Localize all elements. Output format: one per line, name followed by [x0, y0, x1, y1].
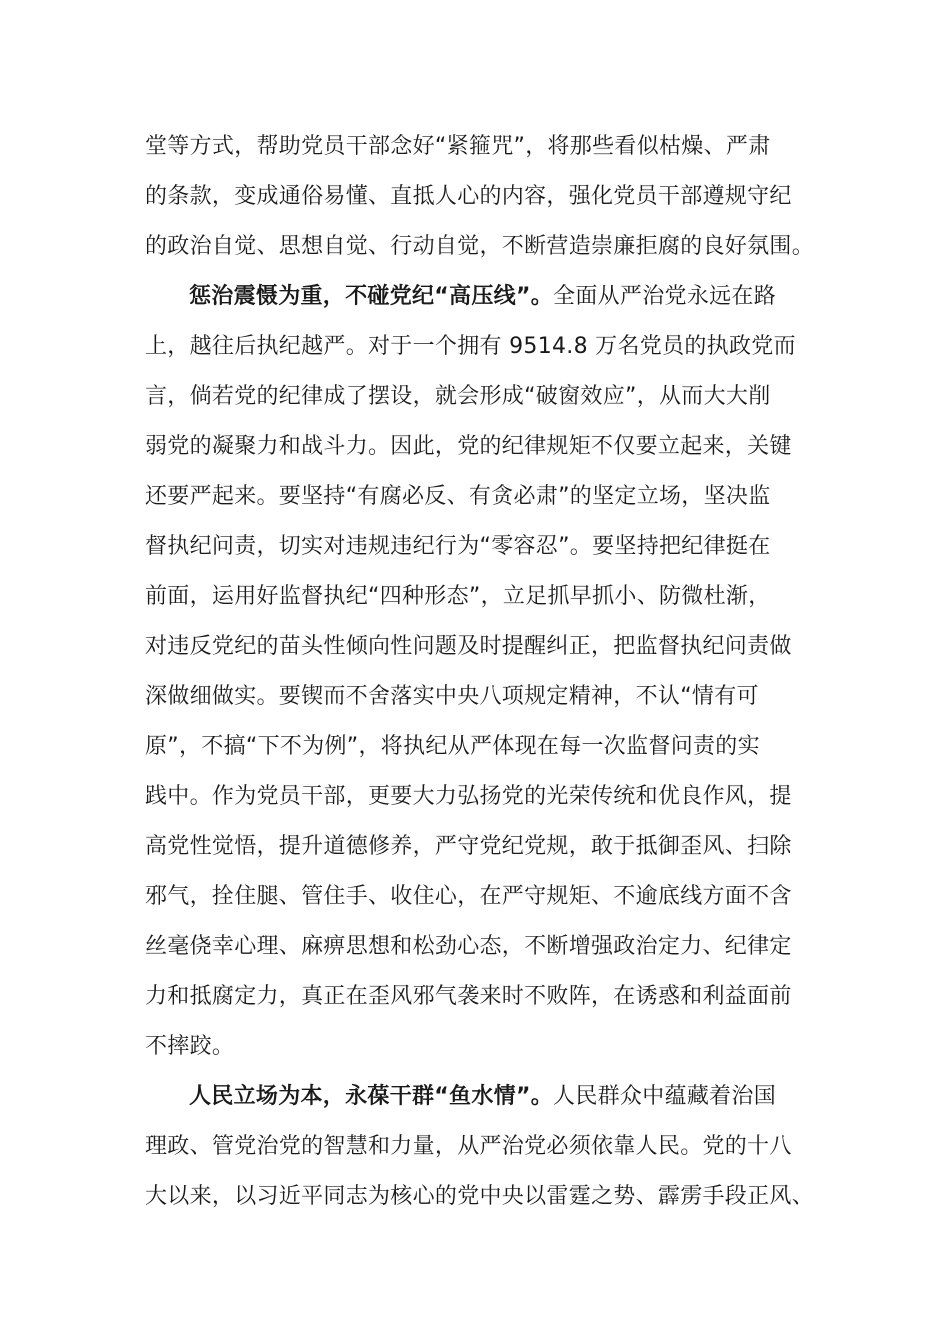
text-line: 不摔跤。 [145, 1034, 235, 1059]
text-line: 前面，运用好监督执纪“四种形态”，立足抓早抓小、防微杜渐， [145, 584, 771, 609]
text-line: 上，越往后执纪越严。对于一个拥有 9514.8 万名党员的执政党而 [145, 334, 796, 359]
text-line: 理政、管党治党的智慧和力量，从严治党必须依靠人民。党的十八 [145, 1134, 792, 1159]
text-line: 深做细做实。要锲而不舍落实中央八项规定精神，不认“情有可 [145, 684, 759, 709]
text-line: 践中。作为党员干部，更要大力弘扬党的光荣传统和优良作风，提 [145, 784, 792, 809]
text-line: 力和抵腐定力，真正在歪风邪气袭来时不败阵，在诱惑和利益面前 [145, 984, 792, 1009]
text-line: 堂等方式，帮助党员干部念好“紧箍咒”，将那些看似枯燥、严肃 [145, 134, 771, 159]
text-line: 的条款，变成通俗易懂、直抵人心的内容，强化党员干部遵规守纪 [145, 184, 792, 209]
text-run: 全面从严治党永远在路 [553, 284, 777, 309]
text-line: 还要严起来。要坚持“有腐必反、有贪必肃”的坚定立场，坚决监 [145, 484, 771, 509]
text-line: 督执纪问责，切实对违规违纪行为“零容忍”。要坚持把纪律挺在 [145, 534, 771, 559]
text-line: 弱党的凝聚力和战斗力。因此，党的纪律规矩不仅要立起来，关键 [145, 434, 792, 459]
text-line: 原”，不搞“下不为例”，将执纪从严体现在每一次监督问责的实 [145, 734, 760, 759]
paragraph-first-line [189, 1077, 776, 1117]
text-line: 的政治自觉、思想自觉、行动自觉，不断营造崇廉拒腐的良好氛围。 [145, 234, 815, 259]
text-line: 邪气，拴住腿、管住手、收住心，在严守规矩、不逾底线方面不含 [145, 884, 792, 909]
paragraph-first-line [189, 277, 776, 317]
text-line: 大以来，以习近平同志为核心的党中央以雷霆之势、霹雳手段正风、 [145, 1184, 815, 1209]
text-line: 高党性觉悟，提升道德修养，严守党纪党规，敢于抵御歪风、扫除 [145, 834, 792, 859]
paragraph-lead-heading: 惩治震慑为重，不碰党纪“高压线”。 [189, 284, 554, 309]
text-line: 言，倘若党的纪律成了摆设，就会形成“破窗效应”，从而大大削 [145, 384, 771, 409]
text-line: 对违反党纪的苗头性倾向性问题及时提醒纠正，把监督执纪问责做 [145, 634, 792, 659]
paragraph-lead-heading: 人民立场为本，永葆干群“鱼水情”。 [189, 1084, 554, 1109]
text-run: 人民群众中蕴藏着治国 [553, 1084, 777, 1109]
text-line: 丝毫侥幸心理、麻痹思想和松劲心态，不断增强政治定力、纪律定 [145, 934, 792, 959]
